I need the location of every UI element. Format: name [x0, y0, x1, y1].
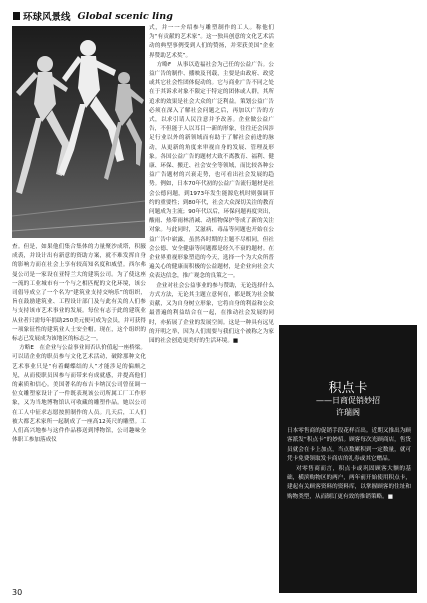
- sidebar-box: [279, 325, 417, 593]
- page-number: 30: [12, 588, 23, 597]
- square-bullet-icon: [13, 12, 20, 20]
- sidebar-author: 许瑞阁: [336, 408, 360, 417]
- sidebar-subtitle: ——日商促销妙招: [316, 396, 380, 405]
- runners-illustration: [12, 26, 145, 238]
- sidebar-body: 日本零售商的促销手段花样百出。近期又推出为顾客派发“积点卡”的妙招。顾客每次光顾商店，售货员就会在卡上加点，当点数累积到一定数量，就可凭卡免费领取发卡商店的礼券或其它赠品。 对零售商而言，积点卡或巩固顾客大额的基础，横滨购物区的两户，两年前开始使用积点卡，建起有关顾客资料的资料库，以掌握顾客的住址和购物类型，从而制订更有效的推销策略。■: [287, 428, 411, 500]
- article-column-2: 式，并一一介绍参与雕塑制作的工人。称他们为“有贡献的艺术家”。这一独具创意的文化艺术活动的典型事例受到人们的赞扬，并荣获美国“企业界赞助艺术奖”。 方略F 从事以造福社会为己任的公益广告。公益广告的制作、播映及刊载，主要是由政府、政党或其它社会性团体促动的。它与商业广告不同之处在于其诉求对象不限定于特定的团体或人群，其所追求的效果是社会大众的广泛利益。策划公益广告必须在深入了解社会问题之后，再加以广告的方式，以求引请人民注意并予改善。企业做公益广告，不但能于人以耳目一新的形象，往往还会因涉足行业以外的新领域而有助于了解社会前进的脉动，从更新的角度来审视自身的发展、管理及形象。各国公益广告的题材大致不离教育、福利、健康、环保、搬迁、社会安全等领域，而比较各种公益广告题材的兴衰走势，也可看出社会发展的趋势。例如，日本70年代初的公益广告流行题材是社会公德问题，到1973年发生能源危机时则强调节约的重要性；到80年代，社会大众深切关注的教育问题成为主流；90年代以后，环保问题再度突出，酸雨、热带雨林消减、动植物保护等成了新的关注对象。与此同时，艾滋病、毒品等问题也开始在公益广告中崭露，虽然各时期的主题不尽相同，但社会公德、安全健康等问题都是经久不衰的题材。在企业界重视形象塑造的今天，选择一个为大众所普遍关心的健康而积极的公益题材，是企业向社会大众表达信念，推广观念的良策之一。 企业对社会公益事业的参与赞助，无论选择什么方式方法，无论其主题立意何在，都是既为社会做贡献，又为自身树立形象，它将自身的利益和公众最普遍的利益结合在一起，在推动社会发展的同时，亦拓展了企业的发展空间。这是一种具有远见的开明之举，因为人们需要与我们这个被称之为家园的社会创造更美好的生活环境。■: [149, 25, 274, 344]
- runners-photo: [12, 26, 145, 238]
- section-title-cn: 环球风景线: [23, 12, 71, 23]
- sidebar-title: 积点卡: [328, 381, 368, 396]
- section-title-en: Global scenic ling: [77, 10, 173, 22]
- article-column-1: 查。但是，如果他们集合集体的力量聚沙成塔，积腋成裘，并设计出有新意的资助方案，就不难发挥自身的影响力而在社会上享有较高知名度和威望。西尔弗曼公司是一家设在亚特兰大的建筑公司。为了使这座一流的工业城市有一个与之相匹配的文化环境，该公司倡导成立了一个名为“建筑业支持交响乐”的组织，旨在鼓励建筑业、工程设计部门及与此有关的人们参与支持该市艺术事业的发展。每位有志于此的建筑业从业者只需每年捐助250美元便可成为会员，并可获得一项象征性的建筑业人士安全帽。现在，这个组织的标志已发展成为该地区的标志之一。 方略E 在企业与公益事业间否认价值起一座桥梁。可以请企业的职员参与文化艺术活动，破除那种文化艺术事业只是“有着蝴蝶结的人”才能涉足的偏颇之见，从而使职员因参与而带来有成就感，并提高他们的素质和信心。美国著名的布吉卡纳汉公司曾征调一位女雕塑家设计了一件既表现该公司所属工厂工作形象，又为当地博物馆认可收藏的雕塑作品。她以公司在工人中征求志愿按照制作的人员。几天后，工人们被大都艺术家所一起制成了一座高12英尺的雕塑。工人们高兴地参与这件作品移送到博物馆，公司趣味全体职工参加落成仪: [12, 244, 146, 444]
- section-header: [13, 8, 173, 24]
